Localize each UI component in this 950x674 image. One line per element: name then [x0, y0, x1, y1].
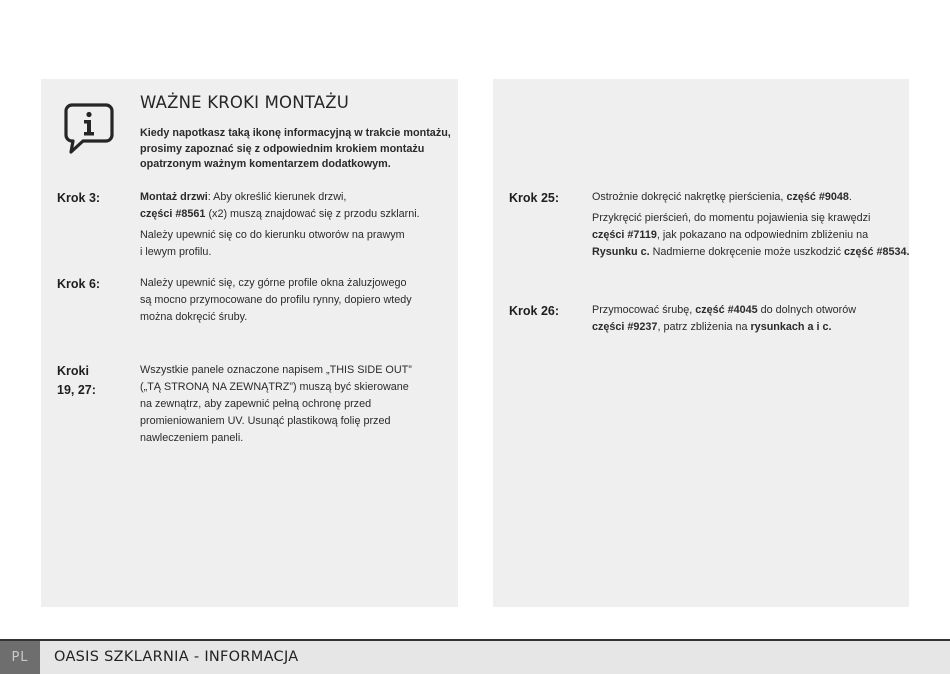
step-3-label: Krok 3: [57, 191, 101, 205]
step-6-text: Należy upewnić się, czy górne profile okna żaluzjowego są mocno przymocowane do profilu rynny, dopiero wtedy można dokręcić śruby. [140, 277, 412, 323]
steps-19-27-label: Kroki 19, 27: [57, 364, 96, 397]
footer-title: OASIS SZKLARNIA - INFORMACJA [54, 649, 299, 665]
step-26-label: Krok 26: [509, 304, 560, 318]
page-footer [0, 639, 950, 674]
language-page-tag: PL [0, 641, 40, 674]
info-speech-bubble-icon [63, 101, 115, 157]
step-6-label: Krok 6: [57, 277, 101, 291]
left-info-panel [41, 79, 458, 607]
right-info-panel [493, 79, 909, 607]
step-26-text: Przymocować śrubę, część #4045 do dolnych otworów części #9237, patrz zbliżenia na rysunkach a i c. [592, 304, 857, 333]
steps-19-27-text: Wszystkie panele oznaczone napisem „THIS SIDE OUT” („TĄ STRONĄ NA ZEWNĄTRZ”) muszą być skierowane na zewnątrz, aby zapewnić pełną ochronę przed promieniowaniem UV. Usunąć plastikową folię przed nawleczeniem paneli. [140, 364, 412, 444]
important-intro-text: Kiedy napotkasz taką ikonę informacyjną w trakcie montażu, prosimy zapoznać się z odpowiednim krokiem montażu opatrzonym ważnym komentarzem dodatkowym. [140, 127, 451, 170]
step-3-text: Montaż drzwi: Aby określić kierunek drzwi, części #8561 (x2) muszą znajdować się z przodu szklarni. Należy upewnić się co do kierunku otworów na prawym i lewym profilu. [140, 191, 420, 258]
important-steps-title: WAŻNE KROKI MONTAŻU [140, 93, 350, 112]
step-25-label: Krok 25: [509, 191, 560, 205]
step-25-text: Ostrożnie dokręcić nakrętkę pierścienia, część #9048. Przykręcić pierścień, do momentu pojawienia się krawędzi części #7119, jak pokazano na odpowiednim zbliżeniu na Rysunku c. Nadmierne dokręcenie może uszkodzić część #8534. [592, 191, 910, 258]
